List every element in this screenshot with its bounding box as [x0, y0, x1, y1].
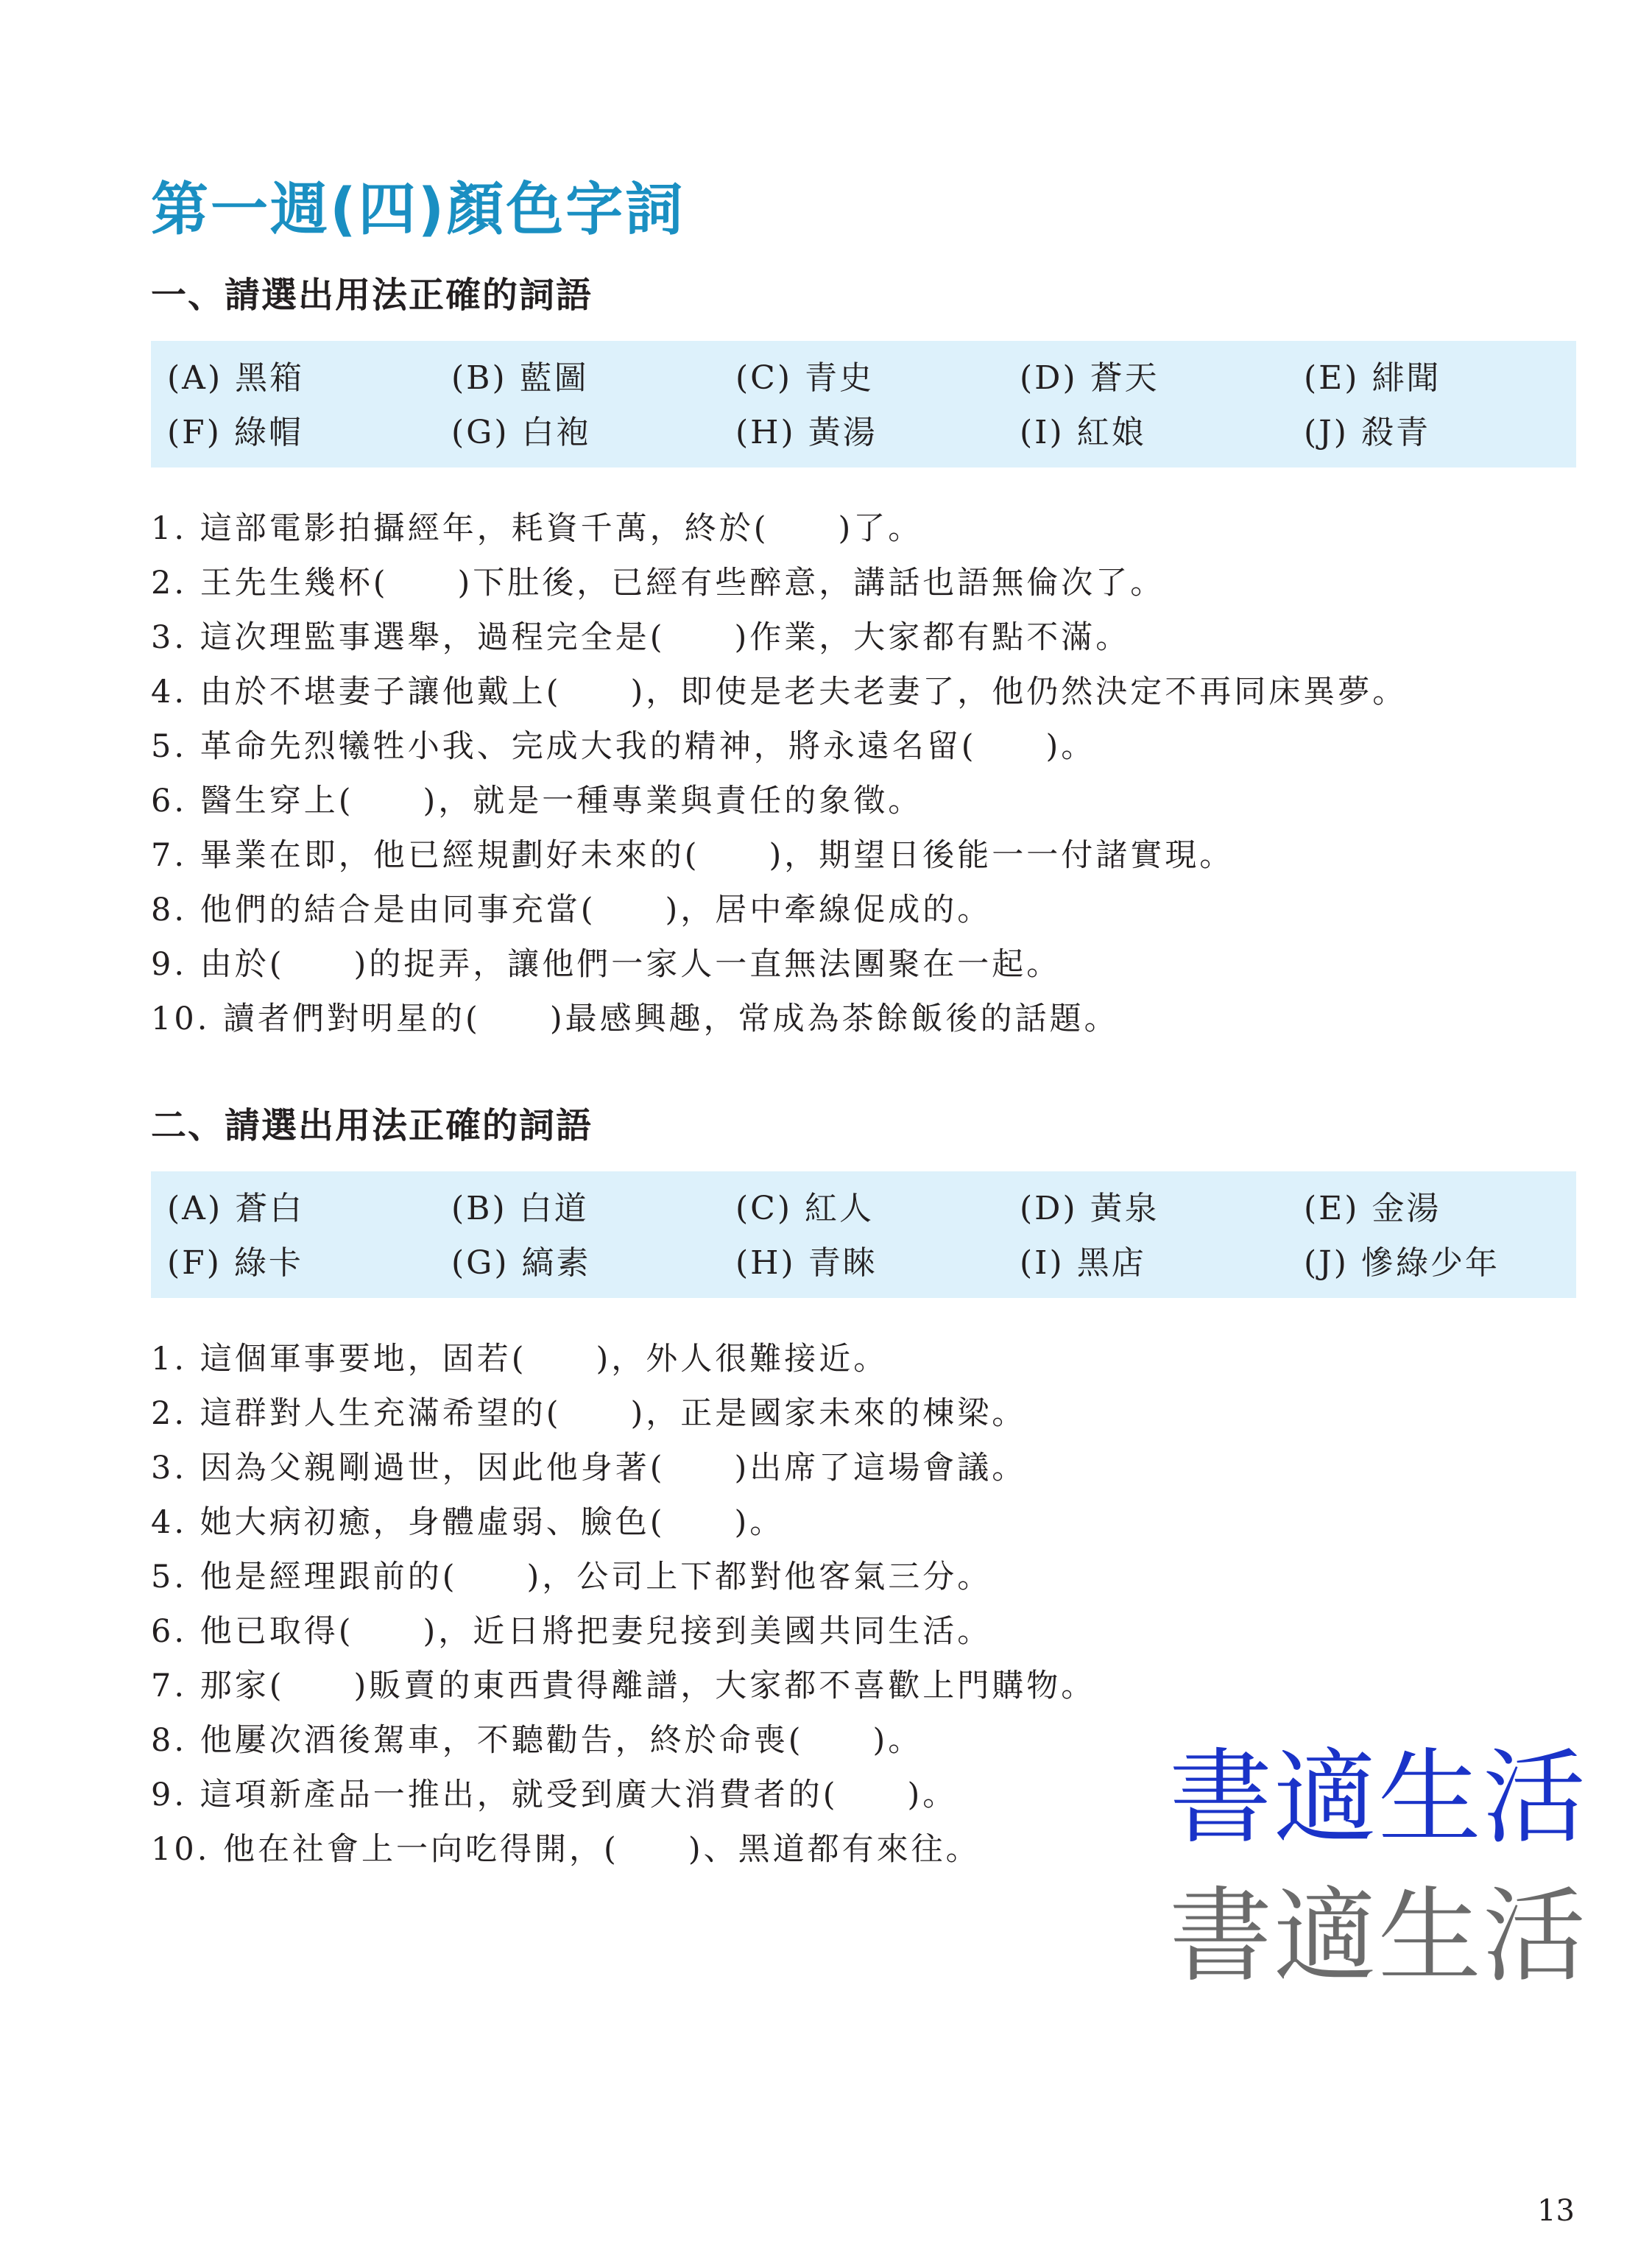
option-d: (D) 蒼天: [1020, 359, 1159, 397]
question-item: 6. 醫生穿上( )，就是一種專業與責任的象徵。: [151, 783, 923, 819]
question-item: 5. 他是經理跟前的( )，公司上下都對他客氣三分。: [151, 1559, 992, 1595]
page-number: 13: [1537, 2194, 1575, 2228]
question-item: 4. 由於不堪妻子讓他戴上( )，即使是老夫老妻了，他仍然決定不再同床異夢。: [151, 674, 1408, 710]
option-c: (C) 紅人: [735, 1190, 874, 1227]
question-item: 7. 那家( )販賣的東西貴得離譜，大家都不喜歡上門購物。: [151, 1668, 1096, 1704]
option-d: (D) 黃泉: [1020, 1190, 1159, 1227]
option-b: (B) 藍圖: [451, 359, 589, 397]
section-1-question-list: [151, 504, 1586, 1049]
publisher-watermark-gray: 書適生活: [1168, 1877, 1587, 1997]
option-h: (H) 黃湯: [735, 414, 878, 451]
question-item: 6. 他已取得( )，近日將把妻兒接到美國共同生活。: [151, 1613, 992, 1650]
option-b: (B) 白道: [451, 1190, 589, 1227]
option-i: (I) 紅娘: [1020, 414, 1146, 451]
question-item: 9. 這項新產品一推出，就受到廣大消費者的( )。: [151, 1777, 958, 1813]
section-2-option-grid: [167, 1185, 1576, 1294]
option-g: (G) 白袍: [451, 414, 591, 451]
section-2-option-box: [151, 1171, 1576, 1298]
question-item: 7. 畢業在即，他已經規劃好未來的( )，期望日後能一一付諸實現。: [151, 837, 1235, 874]
publisher-watermark-blue: 書適生活: [1168, 1738, 1587, 1858]
option-e: (E) 緋聞: [1304, 359, 1441, 397]
option-a: (A) 黑箱: [167, 359, 305, 397]
option-e: (E) 金湯: [1304, 1190, 1441, 1227]
question-item: 9. 由於( )的捉弄，讓他們一家人一直無法團聚在一起。: [151, 946, 1062, 983]
question-item: 2. 這群對人生充滿希望的( )，正是國家未來的棟梁。: [151, 1395, 1027, 1432]
option-f: (F) 綠卡: [167, 1244, 303, 1282]
option-c: (C) 青史: [735, 359, 874, 397]
option-a: (A) 蒼白: [167, 1190, 305, 1227]
question-item: 10. 讀者們對明星的( )最感興趣，常成為茶餘飯後的話題。: [151, 1001, 1119, 1037]
section-1-heading: 一、請選出用法正確的詞語: [151, 275, 593, 316]
option-f: (F) 綠帽: [167, 414, 303, 451]
question-item: 4. 她大病初癒，身體虛弱、臉色( )。: [151, 1504, 785, 1541]
option-i: (I) 黑店: [1020, 1244, 1146, 1282]
option-g: (G) 縞素: [451, 1244, 591, 1282]
question-item: 10. 他在社會上一向吃得開，( )、黑道都有來往。: [151, 1831, 981, 1868]
question-item: 3. 因為父親剛過世，因此他身著( )出席了這場會議。: [151, 1450, 1027, 1486]
question-item: 3. 這次理監事選舉，過程完全是( )作業，大家都有點不滿。: [151, 619, 1131, 656]
question-item: 5. 革命先烈犧牲小我、完成大我的精神，將永遠名留( )。: [151, 728, 1096, 765]
question-item: 2. 王先生幾杯( )下肚後，已經有些醉意，講話也語無倫次了。: [151, 565, 1165, 602]
question-item: 8. 他們的結合是由同事充當( )，居中牽線促成的。: [151, 892, 992, 928]
question-item: 1. 這部電影拍攝經年，耗資千萬，終於( )了。: [151, 510, 923, 547]
page-title: 第一週(四)顏色字詞: [151, 177, 685, 243]
option-j: (J) 慘綠少年: [1304, 1244, 1500, 1282]
section-1-option-box: [151, 341, 1576, 468]
section-1-option-grid: [167, 354, 1576, 463]
question-item: 8. 他屢次酒後駕車，不聽勸告，終於命喪( )。: [151, 1722, 923, 1759]
section-2-heading: 二、請選出用法正確的詞語: [151, 1105, 593, 1146]
question-item: 1. 這個軍事要地，固若( )，外人很難接近。: [151, 1341, 889, 1378]
option-j: (J) 殺青: [1304, 414, 1430, 451]
option-h: (H) 青睞: [735, 1244, 878, 1282]
